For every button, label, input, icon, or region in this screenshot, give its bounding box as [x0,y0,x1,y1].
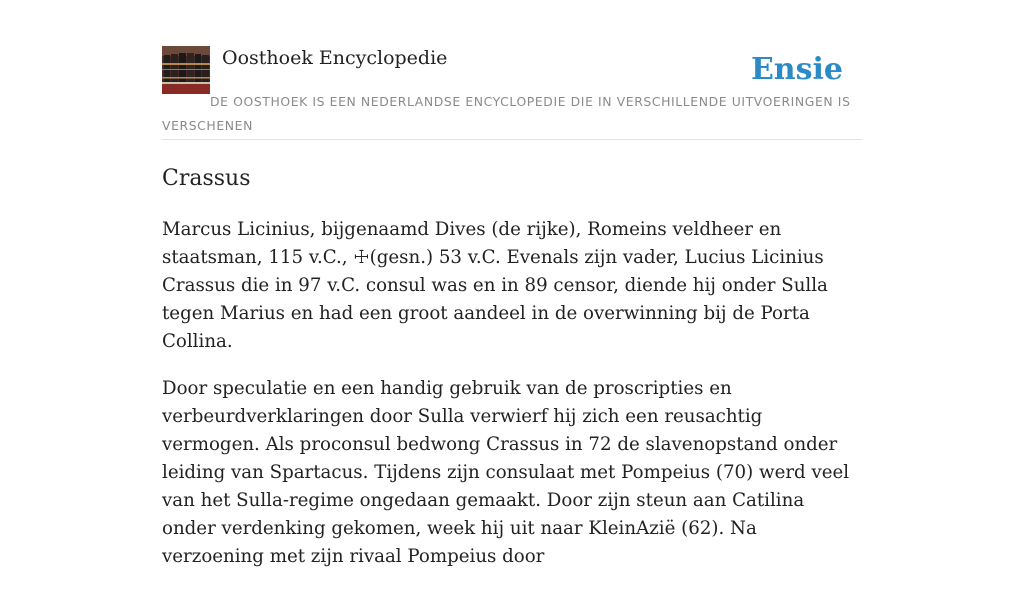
site-tagline: DE OOSTHOEK IS EEN NEDERLANDSE ENCYCLOPEDIE DIE IN VERSCHILLENDE UITVOERINGEN IS VERSCHENEN [162,94,851,133]
books-icon [162,46,210,94]
article-paragraph-1: Marcus Licinius, bijgenaamd Dives (de rijke), Romeins veldheer en staatsman, 115 v.C., ☩(gesn.) 53 v.C. Evenals zijn vader, Lucius Licinius Crassus die in 97 v.C. consul was en in 89 censor, diende hij onder Sulla tegen Marius en had een groot aandeel in de overwinning bij de Porta Collina. [162,219,828,352]
article-title: Crassus [162,166,251,191]
site-name[interactable]: Oosthoek Encyclopedie [222,47,448,69]
ensie-logo[interactable]: Ensie [750,52,843,87]
article-paragraph-2: Door speculatie en een handig gebruik van de proscripties en verbeurdverklaringen door Sulla verwierf hij zich een reusachtig vermogen. Als proconsul bedwong Crassus in 72 de slavenopstand onder leiding van Spartacus. Tijdens zijn consulaat met Pompeius (70) werd veel van het Sulla-regime ongedaan gemaakt. Door zijn steun aan Catilina onder verdenking gekomen, week hij uit naar KleinAzië (62). Na verzoening met zijn rivaal Pompeius door [162,378,850,567]
encyclopedia-books-avatar[interactable] [162,46,210,94]
article-body [162,216,862,590]
site-header [162,46,862,140]
